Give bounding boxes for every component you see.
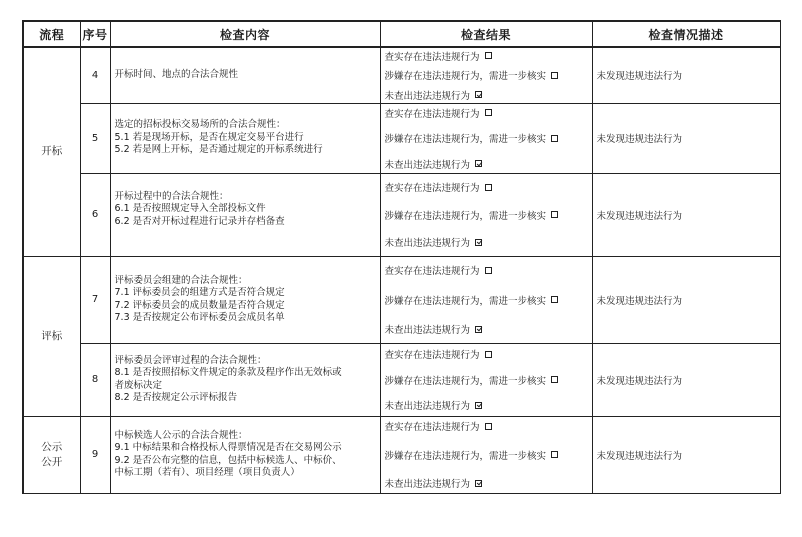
inspection-sheet (22, 20, 779, 494)
checkbox-icon[interactable] (485, 109, 492, 116)
option-not-found[interactable]: 未查出违法违规行为 (385, 399, 588, 412)
content-line: 9.1 中标结果和合格投标人得票情况是否在交易网公示 (114, 442, 342, 453)
checkbox-icon[interactable] (551, 451, 558, 458)
checkbox-icon[interactable] (551, 211, 558, 218)
check-content (110, 416, 380, 493)
row-number: 4 (80, 47, 110, 103)
content-line: 5.2 若是网上开标，是否通过规定的开标系统进行 (114, 144, 323, 156)
inspection-table (22, 20, 781, 494)
header-result: 检查结果 (380, 21, 592, 47)
stage-label: 开标 (41, 145, 63, 158)
checked-checkbox-icon[interactable] (475, 239, 482, 246)
result-cell (380, 47, 592, 103)
header-number: 序号 (80, 21, 110, 47)
option-not-found[interactable]: 未查出违法违规行为 (385, 477, 588, 490)
checkbox-icon[interactable] (551, 376, 558, 383)
description-cell: 未发现违规违法行为 (592, 256, 780, 343)
option-suspected[interactable]: 涉嫌存在违法违规行为，需进一步核实 (385, 69, 588, 82)
option-not-found[interactable]: 未查出违法违规行为 (385, 88, 588, 101)
result-options (385, 348, 588, 412)
stage-cell (23, 47, 80, 256)
stage-label: 评标 (41, 329, 63, 342)
row-number: 6 (80, 173, 110, 256)
checked-checkbox-icon[interactable] (475, 402, 482, 409)
content-line: 9.2 是否公布完整的信息，包括中标候选人、中标价、 (114, 454, 342, 466)
content-line: 中标候选人公示的合法合规性： (114, 429, 248, 441)
result-cell (380, 103, 592, 173)
option-found[interactable]: 查实存在违法违规行为 (385, 348, 588, 361)
option-found[interactable]: 查实存在违法违规行为 (385, 181, 588, 194)
table-row (23, 416, 780, 493)
checkbox-icon[interactable] (551, 72, 558, 79)
content-line: 6.2 是否对开标过程进行记录并存档备查 (114, 215, 285, 227)
option-found[interactable]: 查实存在违法违规行为 (385, 49, 588, 62)
option-not-found[interactable]: 未查出违法违规行为 (385, 236, 588, 249)
result-options (385, 49, 588, 101)
checkbox-icon[interactable] (551, 296, 558, 303)
check-content (110, 47, 380, 103)
content-line: 7.1 评标委员会的组建方式是否符合规定 (114, 287, 285, 298)
check-content (110, 256, 380, 343)
checkbox-icon[interactable] (485, 52, 492, 59)
row-number: 9 (80, 416, 110, 493)
checkbox-icon[interactable] (485, 351, 492, 358)
content-line: 7.3 是否按规定公布评标委员会成员名单 (114, 312, 285, 323)
checkbox-icon[interactable] (485, 267, 492, 274)
content-line: 8.2 是否按规定公示评标报告 (114, 392, 238, 403)
content-line: 者废标决定 (114, 379, 163, 391)
table-row (23, 173, 780, 256)
checkbox-icon[interactable] (485, 184, 492, 191)
option-suspected[interactable]: 涉嫌存在违法违规行为，需进一步核实 (385, 293, 588, 306)
option-not-found[interactable]: 未查出违法违规行为 (385, 323, 588, 336)
description-cell: 未发现违规违法行为 (592, 103, 780, 173)
header-description: 检查情况描述 (592, 21, 780, 47)
check-content (110, 103, 380, 173)
checked-checkbox-icon[interactable] (475, 91, 482, 98)
checkbox-icon[interactable] (551, 135, 558, 142)
content-line: 8.1 是否按照招标文件规定的条款及程序作出无效标或 (114, 367, 342, 378)
table-row (23, 343, 780, 416)
option-suspected[interactable]: 涉嫌存在违法违规行为，需进一步核实 (385, 448, 588, 461)
checkbox-icon[interactable] (485, 423, 492, 430)
description-cell: 未发现违规违法行为 (592, 416, 780, 493)
description-cell: 未发现违规违法行为 (592, 343, 780, 416)
result-cell (380, 256, 592, 343)
checked-checkbox-icon[interactable] (475, 326, 482, 333)
table-row (23, 103, 780, 173)
description-cell: 未发现违规违法行为 (592, 47, 780, 103)
content-line: 选定的招标投标交易场所的合法合规性： (114, 119, 286, 131)
result-options (385, 181, 588, 249)
option-found[interactable]: 查实存在违法违规行为 (385, 264, 588, 277)
row-number: 8 (80, 343, 110, 416)
option-suspected[interactable]: 涉嫌存在违法违规行为，需进一步核实 (385, 373, 588, 386)
result-options (385, 106, 588, 170)
option-found[interactable]: 查实存在违法违规行为 (385, 420, 588, 433)
table-row (23, 47, 780, 103)
stage-cell (23, 256, 80, 416)
header-row (23, 21, 780, 47)
check-content (110, 173, 380, 256)
content-line: 6.1 是否按照规定导入全部投标文件 (114, 203, 266, 214)
stage-label: 公开 (41, 455, 63, 468)
row-number: 7 (80, 256, 110, 343)
result-options (385, 420, 588, 490)
table-row (23, 256, 780, 343)
result-cell (380, 416, 592, 493)
row-number: 5 (80, 103, 110, 173)
content-line: 开标时间、地点的合法合规性 (114, 69, 239, 80)
content-line: 评标委员会组建的合法合规性： (114, 274, 248, 286)
content-line: 评标委员会评审过程的合法合规性： (114, 354, 267, 366)
stage-label: 公示 (41, 440, 63, 453)
option-suspected[interactable]: 涉嫌存在违法违规行为，需进一步核实 (385, 208, 588, 221)
option-found[interactable]: 查实存在违法违规行为 (385, 106, 588, 119)
option-suspected[interactable]: 涉嫌存在违法违规行为，需进一步核实 (385, 132, 588, 145)
content-line: 5.1 若是现场开标，是否在规定交易平台进行 (114, 131, 304, 143)
check-content (110, 343, 380, 416)
checked-checkbox-icon[interactable] (475, 160, 482, 167)
option-not-found[interactable]: 未查出违法违规行为 (385, 157, 588, 170)
result-options (385, 264, 588, 336)
stage-cell (23, 416, 80, 493)
content-line: 中标工期（若有）、项目经理（项目负责人） (114, 467, 300, 478)
header-content: 检查内容 (110, 21, 380, 47)
content-line: 开标过程中的合法合规性： (114, 190, 229, 202)
content-line: 7.2 评标委员会的成员数量是否符合规定 (114, 299, 285, 311)
description-cell: 未发现违规违法行为 (592, 173, 780, 256)
result-cell (380, 173, 592, 256)
header-stage: 流程 (23, 21, 80, 47)
result-cell (380, 343, 592, 416)
checked-checkbox-icon[interactable] (475, 480, 482, 487)
